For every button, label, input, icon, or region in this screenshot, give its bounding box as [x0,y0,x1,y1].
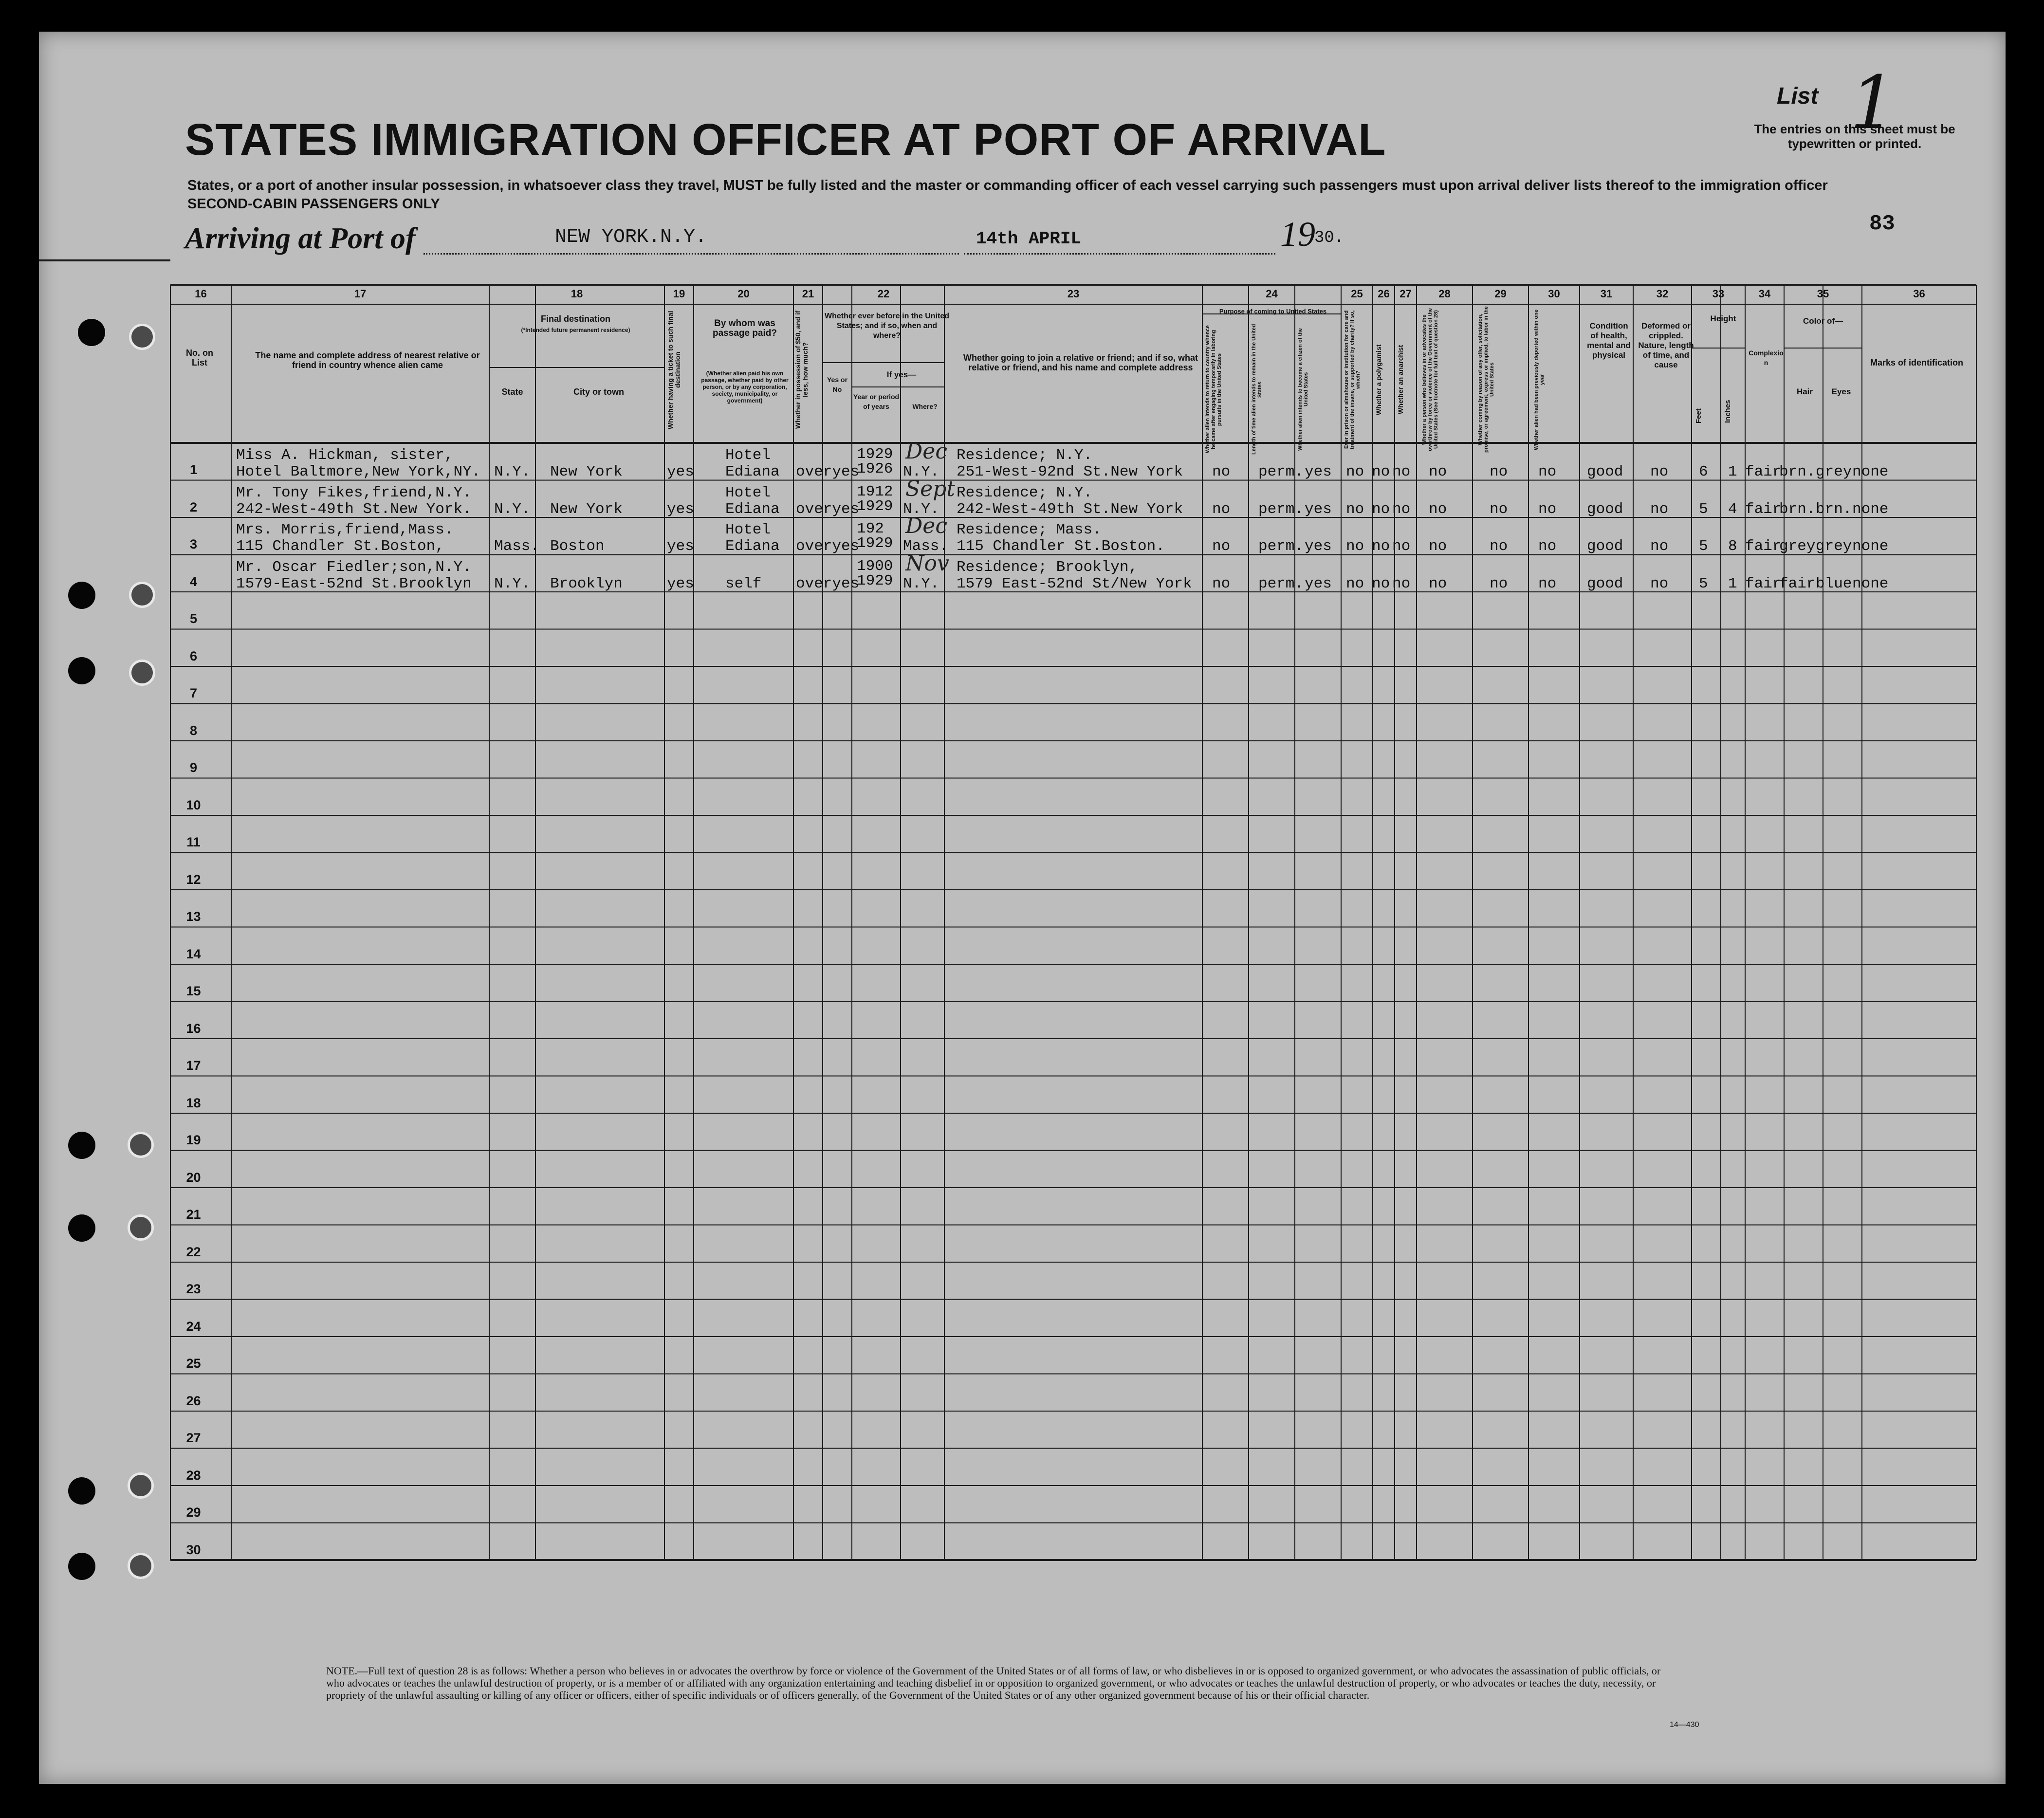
ticket: yes [667,575,694,592]
list-label: List [1777,83,1819,109]
identification-marks: none [1852,463,1889,480]
row-number: 4 [189,574,198,589]
health-condition: good [1587,538,1623,555]
header-purpose-return: Whether alien intends to return to country whence he came after engaging temporarily in laboring pursuits in the United States [1205,325,1222,454]
row-number: 20 [186,1170,201,1185]
row-number: 16 [186,1021,201,1036]
question-30: no [1538,538,1557,555]
identification-marks: none [1852,500,1889,518]
deformed: no [1650,575,1669,592]
height-inches: 4 [1728,500,1737,518]
purpose-citizen: yes [1305,575,1332,592]
binding-hole [68,582,95,609]
header-relative-address: The name and complete address of nearest relative or friend in country whence alien came [255,350,480,370]
purpose-length: perm. [1258,463,1304,480]
complexion: fair [1745,500,1782,518]
header-no-on-list: No. on List [186,348,213,367]
row-number: 21 [186,1207,201,1222]
arriving-label: Arriving at Port of [185,222,416,255]
relative-name: Mrs. Morris,friend,Mass. [236,521,454,538]
height-inches: 1 [1728,575,1737,592]
height-inches: 8 [1728,538,1737,555]
header-if-yes: If yes— [886,370,917,379]
previous-where: Mass. [903,538,949,555]
header-passage-paid-note: (Whether alien paid his own passage, whether paid by other person, or by any corporation, society, municipality, or government) [701,370,789,404]
purpose-length: perm. [1258,575,1304,592]
header-where: Where? [912,403,938,410]
hair-color: brn. [1779,500,1816,518]
row-number: 24 [186,1319,201,1334]
row-number: 1 [189,462,198,477]
column-number: 23 [1067,288,1080,300]
question-28: no [1429,500,1447,518]
passage-paid: self [725,575,762,592]
header-yes-no: Yes or No [827,376,848,393]
column-number: 30 [1548,288,1560,300]
column-number: 28 [1438,288,1451,300]
header-polygamist: Whether a polygamist [1375,344,1382,415]
cabin-class: SECOND-CABIN PASSENGERS ONLY [187,196,440,212]
date-value: 14th APRIL [976,229,1082,249]
ticket: yes [667,500,694,518]
header-hair: Hair [1796,387,1813,396]
prison: no [1346,500,1364,518]
destination-city: New York [550,500,623,518]
row-number: 14 [186,946,201,961]
header-purpose: Purpose of coming to United States [1219,308,1327,315]
entries-note: The entries on this sheet must be typewritten or printed. [1754,122,1955,151]
header-joining: Whether going to join a relative or friend; and if so, what relative or friend, and his name and complete address [963,353,1198,372]
destination-city: Boston [550,538,605,555]
joining-relative: Residence; Brooklyn, [957,558,1138,576]
header-final-destination: Final destination [540,314,610,324]
destination-state: N.Y. [494,500,531,518]
polygamist: no [1372,500,1390,518]
header-prison: Ever in prison or almshouse or institution for care and treatment of the insane, or supported by charity? If so, which? [1344,310,1361,449]
complexion: fair [1745,463,1782,480]
column-number: 17 [354,288,367,300]
ticket: yes [667,538,694,555]
column-number: 20 [737,288,750,300]
eye-color: blue [1816,575,1852,592]
joining-relative: Residence; Mass. [957,521,1102,538]
deformed: no [1650,500,1669,518]
money: overyes [796,538,860,555]
joining-relative: Residence; N.Y. [957,447,1093,464]
passage-paid: Ediana [725,500,780,518]
height-inches: 1 [1728,463,1737,480]
row-number: 23 [186,1282,201,1296]
joining-address: 1579 East-52nd St/New York [957,575,1192,592]
question-28: no [1429,463,1447,480]
row-number: 12 [186,872,201,887]
header-marks: Marks of identification [1870,358,1964,367]
header-anarchist: Whether an anarchist [1397,345,1404,415]
header-deformed: Deformed or crippled. Nature, length of time, and cause [1638,321,1694,369]
relative-address: 115 Chandler St.Boston, [236,538,444,555]
previous-where: N.Y. [903,500,939,518]
header-purpose-citizen: Whether alien intends to become a citizen of the United States [1297,328,1309,451]
row-number: 11 [186,835,201,849]
eye-color: grey [1816,463,1852,480]
column-number: 18 [571,288,583,300]
height-feet: 5 [1699,500,1708,518]
passage-paid: Ediana [725,538,780,555]
column-number: 21 [802,288,814,300]
header-city: City or town [573,387,624,397]
destination-state: N.Y. [494,575,531,592]
binding-hole [129,324,155,350]
previous-year: 1929 [857,446,893,463]
height-feet: 5 [1699,538,1708,555]
header-state: State [501,387,523,397]
previous-where: N.Y. [903,575,939,592]
question-29: no [1490,575,1508,592]
row-number: 22 [186,1244,201,1259]
purpose-citizen: yes [1305,463,1332,480]
row-number: 7 [189,686,198,700]
column-number: 16 [195,288,207,300]
page-subtitle: States, or a port of another insular possession, in whatsoever class they travel, MUST be fully listed and the master or commanding officer of each vessel carrying such passengers must upon arrival deliver lists thereof to the immigration officer [187,178,1828,193]
year-prefix: 19 [1280,215,1315,254]
previous-year: 1912 [857,483,893,500]
year-suffix: 30. [1314,229,1344,247]
question-30: no [1538,463,1557,480]
deformed: no [1650,463,1669,480]
purpose-return: no [1212,500,1231,518]
column-number: 32 [1656,288,1669,300]
anarchist: no [1392,575,1411,592]
question-29: no [1490,463,1508,480]
health-condition: good [1587,575,1623,592]
binding-hole [129,660,155,686]
relative-address: 1579-East-52nd St.Brooklyn [236,575,472,592]
identification-marks: none [1852,575,1889,592]
binding-hole [68,657,95,684]
money: overyes [796,463,860,480]
eye-color: brn. [1816,500,1852,518]
purpose-length: perm. [1258,500,1304,518]
header-height: Height [1710,314,1736,323]
question-30: no [1538,500,1557,518]
relative-address: Hotel Baltmore,New York,NY. [236,463,481,480]
column-number: 35 [1817,288,1829,300]
handwritten-month: Dec [905,514,947,538]
column-number: 24 [1266,288,1278,300]
manifest-sheet [39,32,2006,1784]
prison: no [1346,538,1364,555]
handwritten-month: Dec [905,439,947,464]
header-eyes: Eyes [1831,387,1851,396]
destination-city: Brooklyn [550,575,623,592]
header-q29: Whether coming by reason of any offer, solicitation, promise, or agreement, express or implied, to labor in the United States [1477,306,1495,453]
polygamist: no [1372,575,1390,592]
binding-hole [128,1472,154,1499]
footnote-question-28: NOTE.—Full text of question 28 is as follows: Whether a person who believes in or advocates the overthrow by force or violence of the Government of the United States or of all forms of law, or who disbelieves in or is opposed to organized government, or who advocates the assassination of public officials, or who advocates or teaches the unlawful destruction of property, or is a member of or affiliated with any organization entertaining and teaching disbelief in or opposition to organized government, or who advocates or teaches the unlawful destruction of property, or who advocates or teaches the duty, necessity, or propriety of the unlawful assaulting or killing of any officer or officers, either of specific individuals or of officers generally, of the Government of the United States or of any other organized government because of his or their official character. [326,1665,1661,1701]
row-number: 28 [186,1468,201,1483]
header-purpose-length: Length of time alien intends to remain in the United States [1251,324,1263,455]
column-number: 27 [1399,288,1412,300]
relative-name: Mr. Tony Fikes,friend,N.Y. [236,484,472,501]
binding-hole [128,1132,154,1158]
prison: no [1346,575,1364,592]
previous-year: 1900 [857,557,893,575]
row-number: 29 [186,1505,201,1520]
question-30: no [1538,575,1557,592]
money: overyes [796,575,860,592]
purpose-return: no [1212,538,1231,555]
previous-year: 1929 [857,497,893,515]
header-q30: Whether alien had been previously deported within one year [1533,309,1545,450]
header-passage-paid: By whom was passage paid? [713,318,777,338]
row-number: 13 [186,909,201,924]
purpose-return: no [1212,575,1231,592]
header-ticket: Whether having a ticket to such final destination [666,311,681,429]
row-number: 10 [186,797,201,812]
row-number: 18 [186,1095,201,1110]
complexion: fair [1745,575,1782,592]
port-value: NEW YORK.N.Y. [555,226,707,248]
binding-hole [68,1477,95,1505]
question-28: no [1429,575,1447,592]
destination-state: N.Y. [494,463,531,480]
page-title: STATES IMMIGRATION OFFICER AT PORT OF ARRIVAL [185,115,1386,165]
anarchist: no [1392,463,1411,480]
destination-city: New York [550,463,623,480]
column-number: 29 [1494,288,1507,300]
passage-paid: Hotel [725,447,771,464]
row-number: 15 [186,984,201,998]
header-before-in-us: Whether ever before in the United States; and if so, when and where? [824,312,950,340]
identification-marks: none [1852,538,1889,555]
joining-address: 242-West-49th St.New York [957,500,1183,518]
health-condition: good [1587,463,1623,480]
purpose-return: no [1212,463,1231,480]
handwritten-month: Nov [905,551,949,576]
header-inches: Inches [1724,400,1732,423]
relative-name: Mr. Oscar Fiedler;son,N.Y. [236,558,472,576]
row-number: 30 [186,1542,201,1557]
height-feet: 6 [1699,463,1708,480]
purpose-citizen: yes [1305,538,1332,555]
previous-year: 1929 [857,535,893,552]
column-number: 22 [877,288,890,300]
row-number: 25 [186,1356,201,1371]
row-number: 9 [189,760,198,775]
row-number: 2 [189,499,198,514]
column-number: 25 [1351,288,1363,300]
passage-paid: Hotel [725,484,771,501]
row-number: 5 [189,611,198,626]
question-28: no [1429,538,1447,555]
row-number: 17 [186,1058,201,1073]
previous-year: 1926 [857,460,893,477]
column-number: 31 [1600,288,1613,300]
relative-name: Miss A. Hickman, sister, [236,447,454,464]
column-number: 26 [1378,288,1390,300]
eye-color: grey [1816,538,1852,555]
hair-color: fair [1779,575,1816,592]
joining-relative: Residence; N.Y. [957,484,1093,501]
row-number: 27 [186,1431,201,1445]
header-final-destination-note: (*Intended future permanent residence) [521,327,630,333]
anarchist: no [1392,500,1411,518]
joining-address: 115 Chandler St.Boston. [957,538,1165,555]
binding-hole [128,1553,154,1579]
health-condition: good [1587,500,1623,518]
header-color-of: Color of— [1803,316,1843,326]
header-year-period: Year or period of years [853,393,900,410]
header-feet: Feet [1694,408,1703,424]
handwritten-month: Sept [905,476,956,501]
sheet-number: 83 [1869,212,1895,236]
polygamist: no [1372,463,1390,480]
header-complexion: Complexion [1749,349,1784,367]
row-number: 19 [186,1133,201,1147]
complexion: fair [1745,538,1782,555]
column-number: 33 [1712,288,1725,300]
previous-where: N.Y. [903,463,939,480]
joining-address: 251-West-92nd St.New York [957,463,1183,480]
question-29: no [1490,538,1508,555]
ticket: yes [667,463,694,480]
purpose-length: perm. [1258,538,1304,555]
height-feet: 5 [1699,575,1708,592]
previous-year: 1929 [857,572,893,589]
row-number: 6 [189,648,198,663]
destination-state: Mass. [494,538,540,555]
row-number: 3 [189,537,198,551]
hair-color: brn. [1779,463,1816,480]
prison: no [1346,463,1364,480]
row-number: 8 [189,723,198,738]
column-number: 34 [1758,288,1771,300]
binding-hole [128,1214,154,1241]
binding-hole [68,1553,95,1580]
column-number: 19 [673,288,685,300]
form-number: 14—430 [1670,1721,1699,1729]
anarchist: no [1392,538,1411,555]
binding-hole [78,319,105,346]
polygamist: no [1372,538,1390,555]
list-number: 1 [1850,61,1897,146]
deformed: no [1650,538,1669,555]
binding-hole [129,582,155,608]
passage-paid: Ediana [725,463,780,480]
money: overyes [796,500,860,518]
relative-address: 242-West-49th St.New York. [236,500,472,518]
binding-hole [68,1214,95,1242]
purpose-citizen: yes [1305,500,1332,518]
row-number: 26 [186,1393,201,1408]
binding-hole [68,1132,95,1159]
hair-color: grey [1779,538,1816,555]
question-29: no [1490,500,1508,518]
column-number: 36 [1913,288,1925,300]
passage-paid: Hotel [725,521,771,538]
previous-year: 192 [857,520,884,537]
header-condition: Condition of health, mental and physical [1587,321,1631,360]
header-q28: Whether a person who believes in or advocates the overthrow by force or violence of the Government of the United States (See footnote for full text of question 28) [1421,308,1439,451]
header-money: Whether in possession of $50, and if less, how much? [794,311,809,429]
